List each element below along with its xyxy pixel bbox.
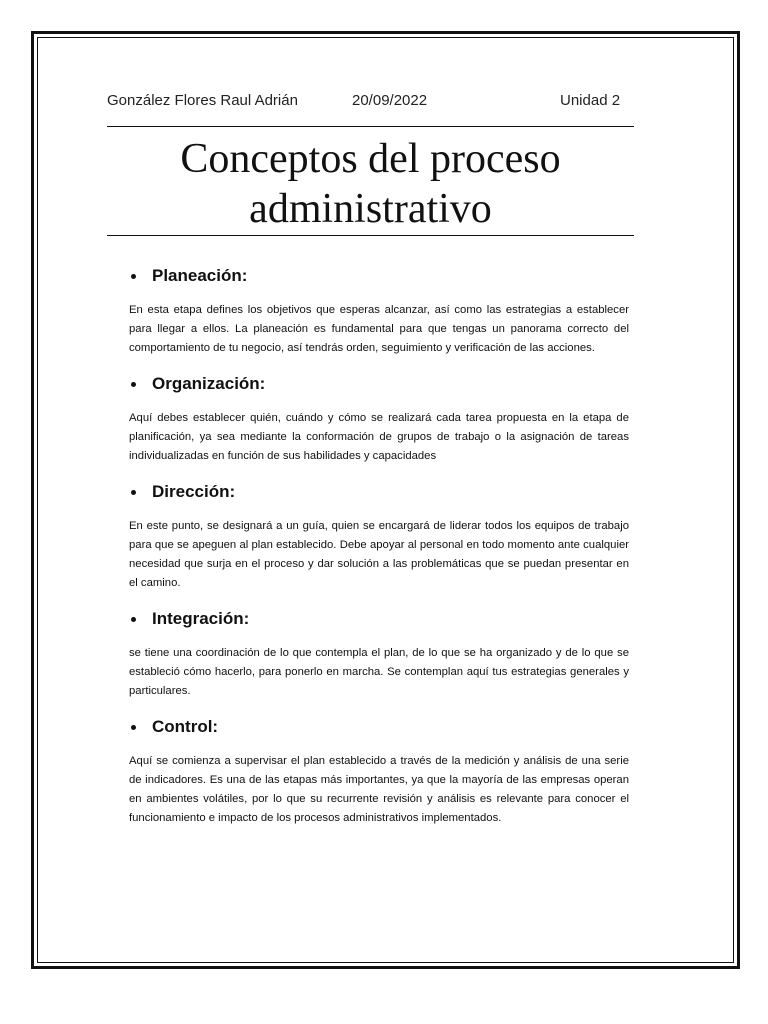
section-heading-text: Integración:: [152, 609, 250, 628]
section-organizacion: [129, 370, 629, 466]
section-heading: [129, 370, 629, 398]
section-body: Aquí debes establecer quién, cuándo y cómo se realizará cada tarea propuesta en la etapa de planificación, ya sea mediante la conformación de grupos de trabajo o la asignación de tareas individualizadas en función de sus habilidades y capacidades: [129, 412, 629, 462]
bullet-icon: [131, 725, 136, 730]
section-integracion: [129, 605, 629, 701]
section-heading-text: Control:: [152, 717, 219, 736]
bullet-icon: [131, 490, 136, 495]
section-heading-text: Planeación:: [152, 266, 248, 285]
section-body: En este punto, se designará a un guía, quien se encargará de liderar todos los equipos de trabajo para que se apeguen al plan establecido. Debe apoyar al personal en todo momento ante cualquier necesidad que surja en el proceso y dar solución a las problemáticas que se puedan presentar en el camino.: [129, 520, 629, 589]
document-header: [107, 92, 634, 116]
document-date: 20/09/2022: [352, 92, 428, 109]
bullet-icon: [131, 617, 136, 622]
section-heading: [129, 713, 629, 741]
unit-label: Unidad 2: [560, 92, 621, 109]
header-divider: [107, 126, 634, 127]
section-planeacion: [129, 262, 629, 358]
section-body: se tiene una coordinación de lo que contempla el plan, de lo que se ha organizado y de lo que se estableció cómo hacerlo, para ponerlo en marcha. Se contemplan aquí tus estrategias generales y particulares.: [129, 647, 629, 697]
section-body: Aquí se comienza a supervisar el plan establecido a través de la medición y análisis de una serie de indicadores. Es una de las etapas más importantes, ya que la mayoría de las empresas operan en ambientes volátiles, por lo que su recurrente revisión y análisis es relevante para conocer el funcionamiento e impacto de los procesos administrativos implementados.: [129, 755, 629, 824]
section-heading: [129, 478, 629, 506]
section-heading: [129, 262, 629, 290]
section-heading: [129, 605, 629, 633]
title-line-1: Conceptos del proceso: [180, 136, 561, 182]
section-heading-text: Dirección:: [152, 482, 236, 501]
page-title: [107, 134, 634, 234]
bullet-icon: [131, 382, 136, 387]
bullet-icon: [131, 274, 136, 279]
author-name: González Flores Raul Adrián: [107, 92, 298, 109]
section-body: En esta etapa defines los objetivos que esperas alcanzar, así como las estrategias a establecer para llegar a ellos. La planeación es fundamental para que tengas un panorama correcto del comportamiento de tu negocio, así tendrás orden, seguimiento y verificación de las acciones.: [129, 304, 629, 354]
section-direccion: [129, 478, 629, 593]
section-heading-text: Organización:: [152, 374, 266, 393]
title-line-2: administrativo: [249, 186, 492, 232]
section-control: [129, 713, 629, 828]
document-body: [129, 262, 629, 840]
title-divider: [107, 235, 634, 236]
